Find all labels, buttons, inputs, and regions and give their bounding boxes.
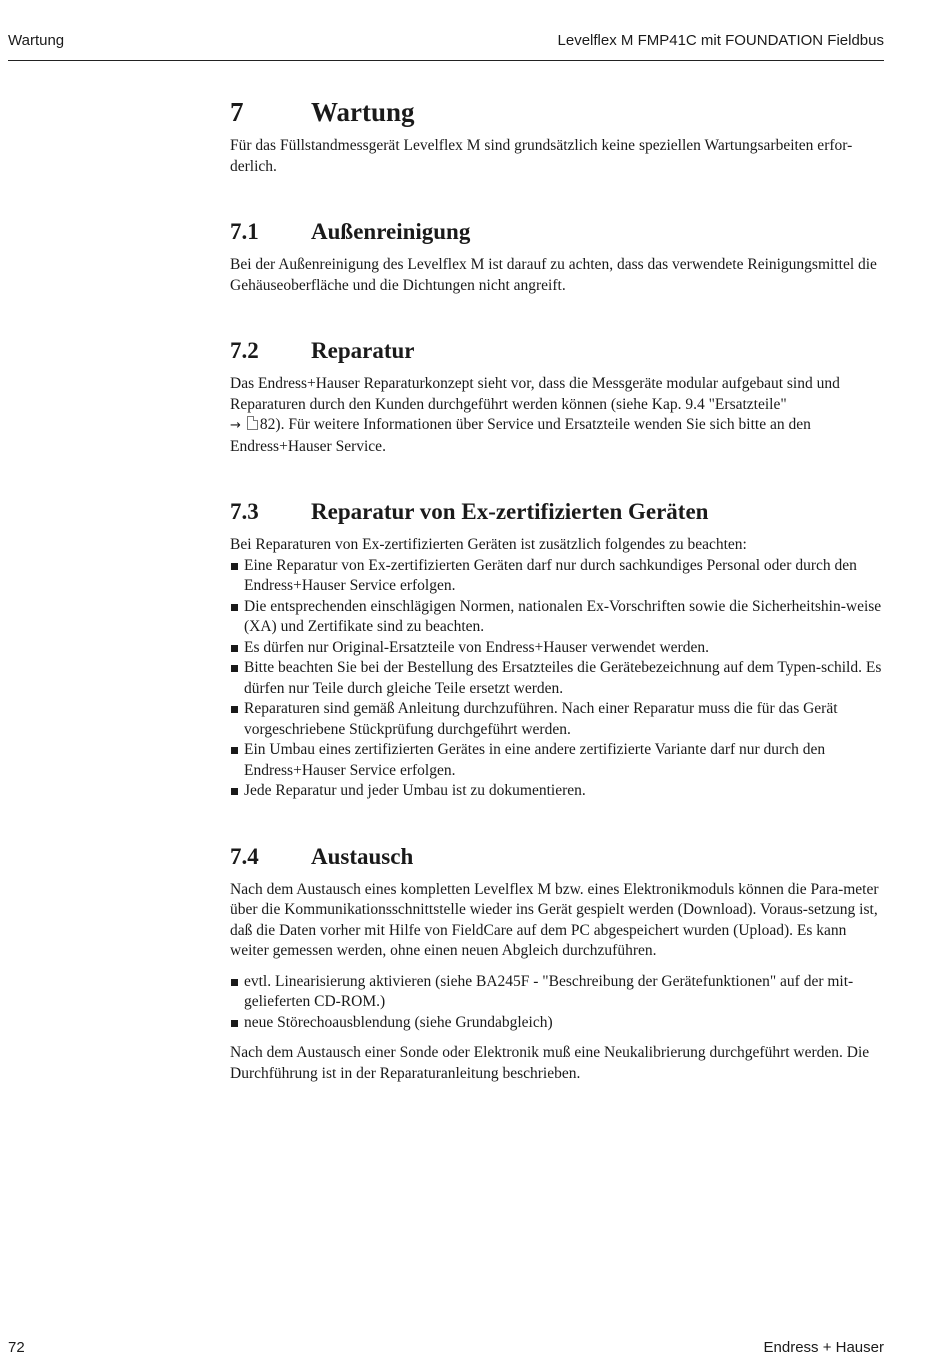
- section-number: 7.4: [230, 843, 259, 869]
- header-document-title: Levelflex M FMP41C mit FOUNDATION Fieldbus: [557, 32, 884, 49]
- section-intro-7-3: Bei Reparaturen von Ex-zertifizierten Geräten ist zusätzlich folgendes zu beachten:: [230, 536, 747, 553]
- page-number: 72: [8, 1339, 25, 1356]
- list-item: neue Störechoausblendung (siehe Grundabgleich): [230, 1013, 885, 1034]
- page-icon: [247, 416, 258, 430]
- list-item: Die entsprechenden einschlägigen Normen, nationalen Ex-Vorschriften sowie die Sicherheitshin-weise (XA) und Zertifikate sind zu beachten.: [230, 597, 885, 638]
- section-heading-7-2: [230, 336, 885, 366]
- section-heading-7-3: [230, 497, 885, 527]
- bullet-list-7-3: [230, 556, 885, 802]
- list-item: Eine Reparatur von Ex-zertifizierten Geräten darf nur durch sachkundiges Personal oder durch den Endress+Hauser Service erfolgen.: [230, 556, 885, 597]
- section-text-7-2: [230, 374, 885, 457]
- section-title: Reparatur von Ex-zertifizierten Geräten: [311, 499, 709, 524]
- section-outro-7-4: Nach dem Austausch einer Sonde oder Elektronik muß eine Neukalibrierung durchgeführt werden. Die Durchführung ist in der Reparaturanleitung beschrieben.: [230, 1044, 870, 1082]
- page-reference[interactable]: 82: [259, 416, 276, 433]
- page-header: [8, 30, 884, 61]
- header-section-title: Wartung: [8, 32, 65, 49]
- list-item: Ein Umbau eines zertifizierten Gerätes in eine andere zertifizierte Variante darf nur durch den Endress+Hauser Service erfolgen.: [230, 740, 885, 781]
- list-item: Es dürfen nur Original-Ersatzteile von Endress+Hauser verwendet werden.: [230, 638, 885, 659]
- list-item: Bitte beachten Sie bei der Bestellung des Ersatzteiles die Gerätebezeichnung auf dem Typen-schild. Es dürfen nur Teile durch gleiche Teile ersetzt werden.: [230, 658, 885, 699]
- chapter-intro: Für das Füllstandmessgerät Levelflex M sind grundsätzlich keine speziellen Wartungsarbeiten erfor-derlich.: [230, 137, 853, 175]
- bullet-list-7-4: [230, 972, 885, 1034]
- list-item: evtl. Linearisierung aktivieren (siehe BA245F - "Beschreibung der Gerätefunktionen" auf der mit-gelieferten CD-ROM.): [230, 972, 885, 1013]
- chapter-heading: [230, 94, 885, 130]
- section-heading-7-1: [230, 217, 885, 247]
- arrow-right-icon: →: [230, 418, 241, 433]
- section-number: 7.2: [230, 338, 259, 363]
- chapter-number: 7: [230, 97, 244, 127]
- section-text-part: Das Endress+Hauser Reparaturkonzept sieht vor, dass die Messgeräte modular aufgebaut sind und Reparaturen durch den Kunden durchgeführt werden können (siehe Kap. 9.4 "Ersatzteile": [230, 375, 840, 413]
- footer-brand: Endress + Hauser: [763, 1339, 884, 1356]
- section-title: Außenreinigung: [311, 219, 471, 244]
- list-item: Reparaturen sind gemäß Anleitung durchzuführen. Nach einer Reparatur muss die für das Gerät vorgeschriebene Stückprüfung durchgeführt werden.: [230, 699, 885, 740]
- main-content: [230, 94, 885, 1084]
- section-title: Reparatur: [311, 338, 415, 363]
- section-number: 7.1: [230, 219, 259, 244]
- section-title: Austausch: [311, 843, 414, 869]
- section-text-7-1: Bei der Außenreinigung des Levelflex M ist darauf zu achten, dass das verwendete Reinigungsmittel die Gehäuseoberfläche und die Dichtungen nicht angreift.: [230, 256, 877, 294]
- section-text-part: ). Für weitere Informationen über Service und Ersatzteile wenden Sie sich bitte an den Endress+Hauser Service.: [230, 416, 811, 455]
- list-item: Jede Reparatur und jeder Umbau ist zu dokumentieren.: [230, 781, 885, 802]
- section-text-7-4: Nach dem Austausch eines kompletten Levelflex M bzw. eines Elektronikmoduls können die Para-meter über die Kommunikationsschnittstelle wieder ins Gerät gespielt werden (Download). Voraus-setzung ist, daß die Daten vorher mit Hilfe von FieldCare auf dem PC abgespeichert wurden (Upload). Es kann weiter gemessen werden, ohne einen neuen Abgleich durchzuführen.: [230, 880, 879, 959]
- chapter-title: Wartung: [311, 97, 415, 127]
- section-heading-7-4: [230, 842, 885, 872]
- section-number: 7.3: [230, 499, 259, 524]
